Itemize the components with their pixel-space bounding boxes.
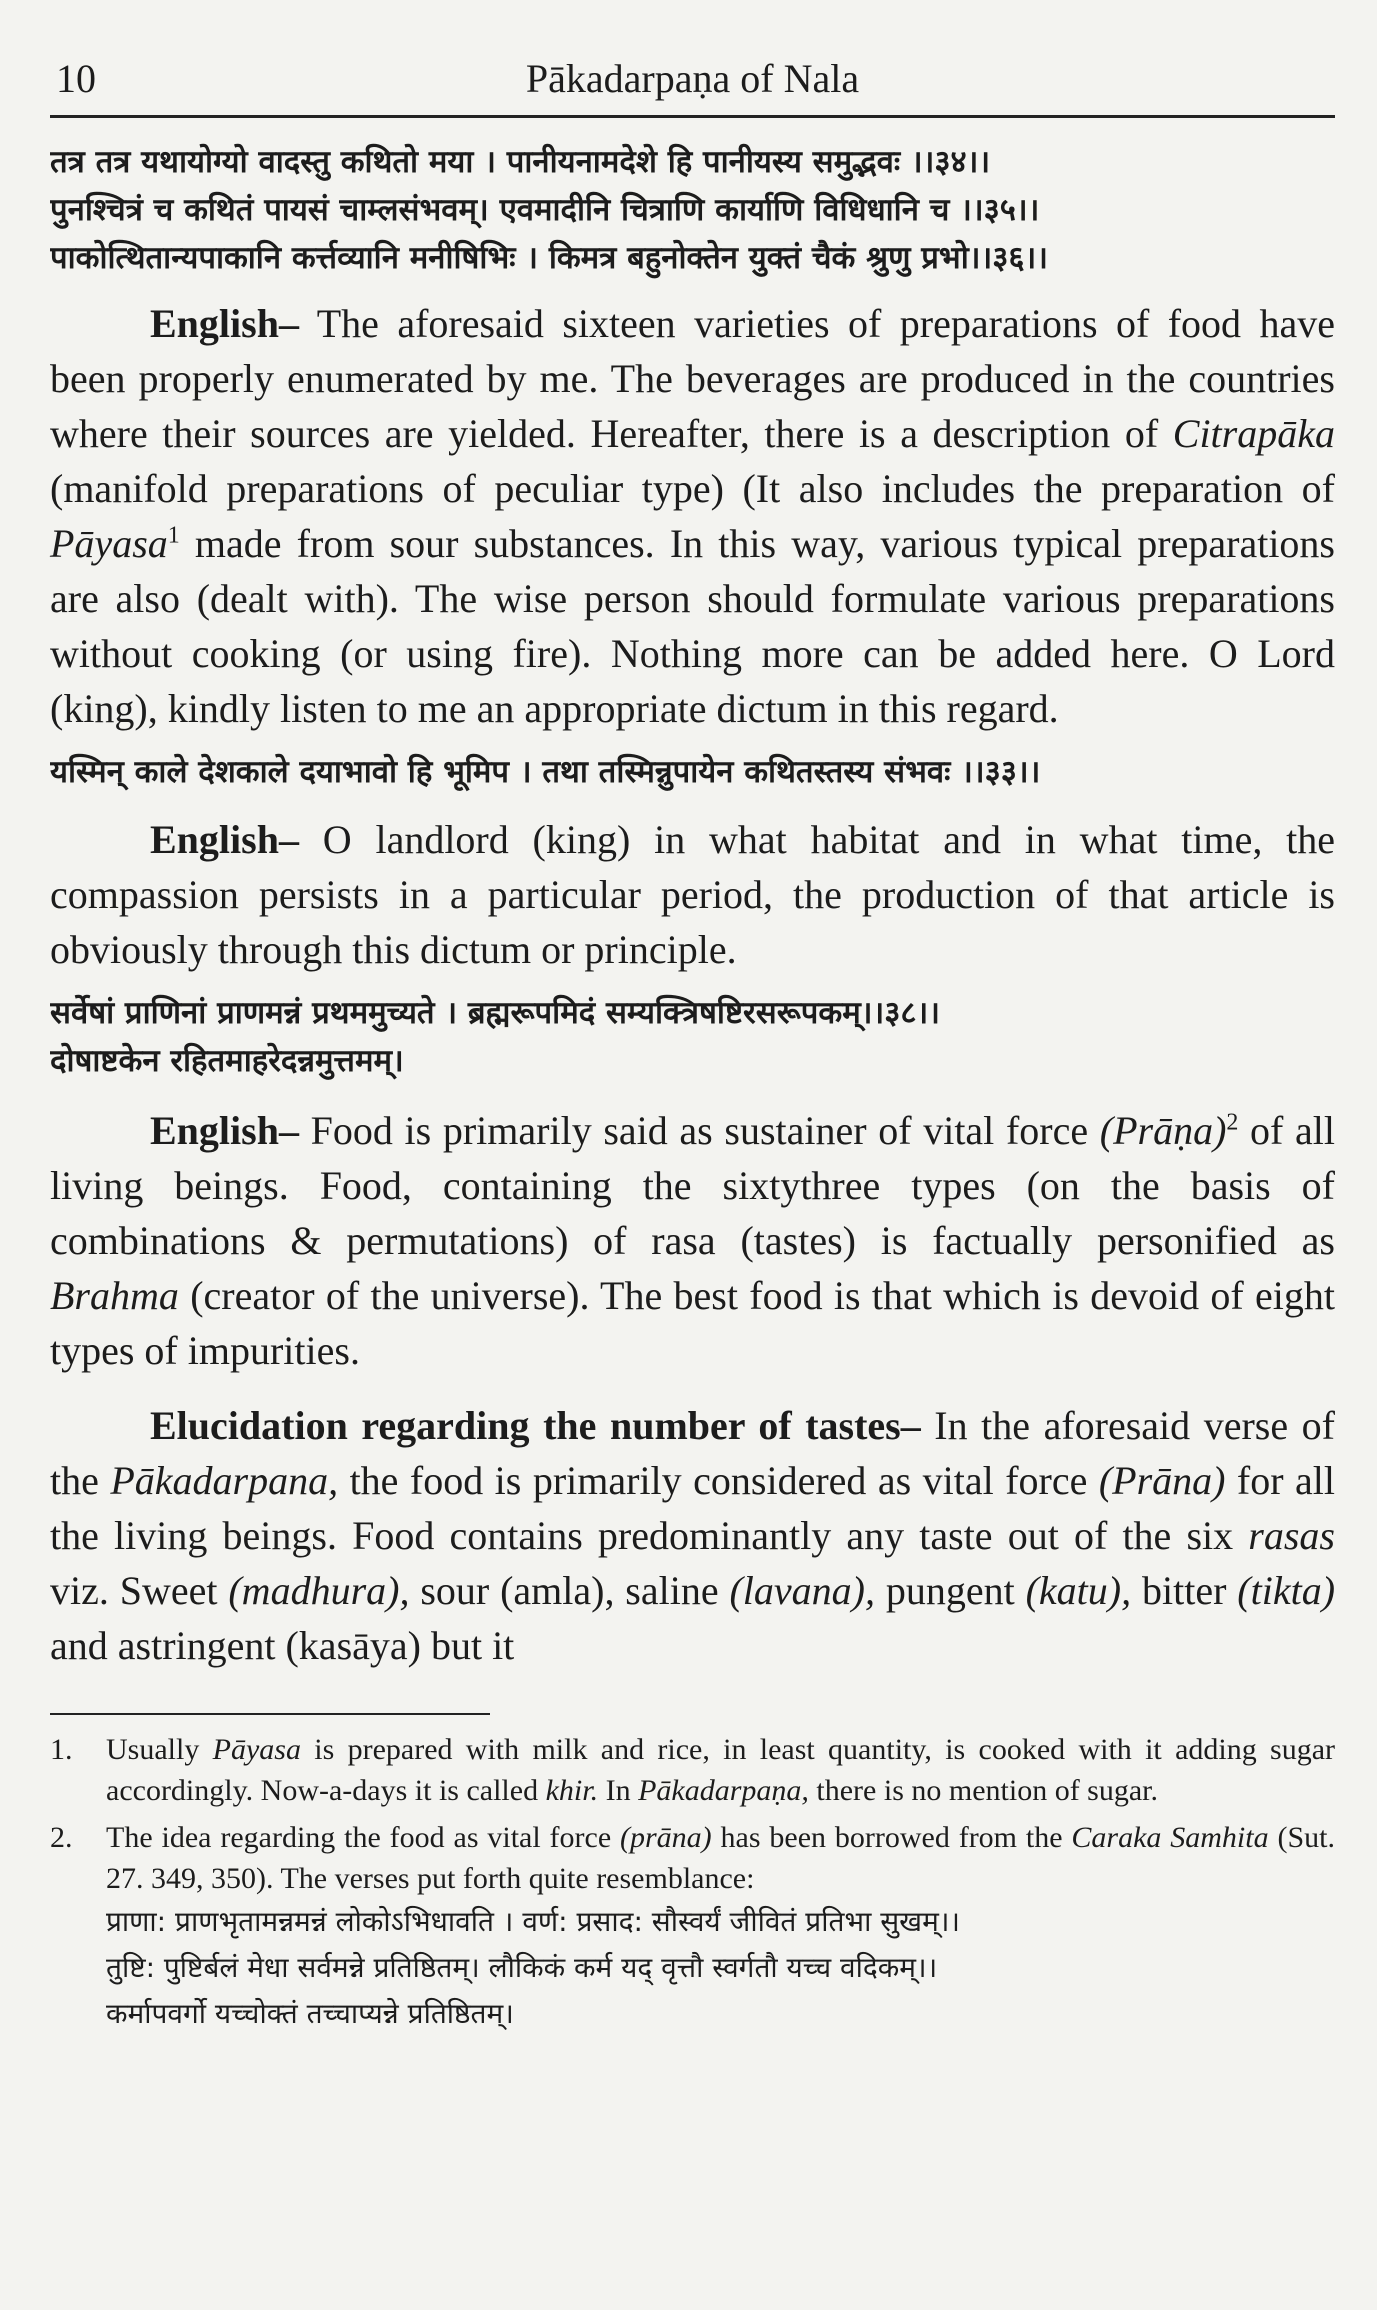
footnote-ref-1: 1 <box>167 522 180 549</box>
footnote-1: 1. Usually Pāyasa is prepared with milk and rice, in least quantity, is cooked with it adding sugar accordingly. Now-a-days it is called khir. In Pākadarpaṇa, there is no mention of sugar. <box>50 1733 1336 1807</box>
english-label: English– <box>150 301 299 346</box>
english-translation-paragraph: English– The aforesaid sixteen varieties of preparations of food have been properly enumerated by me. The beverages are produced in the countries where their sources are yielded. Hereafter, there is a description of Citrapāka (manifold preparations of peculiar type) (It also includes the preparation of Pāyasa$^1$ made from sour substances. In this way, various typical preparations are also (dealt with). The wise person should formulate various preparations without cooking (or using fire). Nothing more can be added here. O Lord (king), kindly listen to me an appropriate dictum in this regard. <box>50 301 1335 731</box>
footnote-2: 2. The idea regarding the food as vital force (prāna) has been borrowed from the Caraka Samhita (Sut. 27. 349, 350). The verses put forth quite resemblance: <box>50 1821 1335 1895</box>
sanskrit-verse-36: पाकोत्थितान्यपाकानि कर्त्तव्यानि मनीषिभिः । किमत्र बहुनोक्तेन युक्तं चैकं श्रुणु प्रभो।।३६।। <box>50 240 1048 276</box>
elucidation-paragraph: Elucidation regarding the number of tastes– In the aforesaid verse of the Pākadarpana, the food is primarily considered as vital force (Prāna) for all the living beings. Food contains predominantly any taste out of the six rasas viz. Sweet (madhura), sour (amla), saline (lavana), pungent (katu), bitter (tikta) and astringent (kasāya) but it <box>50 1403 1336 1668</box>
sanskrit-verse-38: सर्वेषां प्राणिनां प्राणमन्नं प्रथममुच्यते । ब्रह्मरूपमिदं सम्यक्त्रिषष्टिरसरूपकम्।।३८।। <box>50 995 940 1031</box>
sanskrit-verse-34: तत्र तत्र यथायोग्यो वादस्तु कथितो मया । पानीयनामदेशे हि पानीयस्य समुद्भवः ।।३४।। <box>50 144 991 180</box>
elucidation-label: Elucidation regarding the number of tastes– <box>150 1403 921 1448</box>
running-header <box>50 55 1335 118</box>
running-title: Pākadarpaṇa of Nala <box>525 56 860 101</box>
sanskrit-verse-38-cont: दोषाष्टकेन रहितमाहरेदन्नमुत्तमम्। <box>50 1043 404 1079</box>
book-page <box>50 55 1335 2037</box>
footnote-verse-line: तुष्टि: पुष्टिर्बलं मेधा सर्वमन्ने प्रतिष्ठितम्। लौकिकं कर्म यद् वृत्तौ स्वर्गतौ यच्च वदिकम्।। <box>106 1951 938 1984</box>
english-translation-paragraph: English– Food is primarily said as sustainer of vital force (Prāṇa)$^2$ of all living beings. Food, containing the sixtythree types (on the basis of combinations & permutations) of rasa (tastes) is factually personified as Brahma (creator of the universe). The best food is that which is devoid of eight types of impurities. <box>50 1108 1335 1373</box>
footnote-divider <box>50 1713 490 1715</box>
sanskrit-verse-35: पुनश्चित्रं च कथितं पायसं चाम्लसंभवम्। एवमादीनि चित्राणि कार्याणि विधिधानि च ।।३५।। <box>50 192 1040 228</box>
english-translation-paragraph: English– O landlord (king) in what habitat and in what time, the compassion persists in a particular period, the production of that article is obviously through this dictum or principle. <box>50 817 1335 972</box>
sanskrit-verse-33: यस्मिन् काले देशकाले दयाभावो हि भूमिप । तथा तस्मिन्नुपायेन कथितस्तस्य संभवः ।।३३।। <box>50 754 1041 790</box>
english-label: English– <box>150 1108 299 1153</box>
footnote-ref-2: 2 <box>1226 1109 1239 1136</box>
footnote-verse-line: प्राणा: प्राणभृतामन्नमन्नं लोकोऽभिधावति । वर्ण: प्रसाद: सौस्वर्यं जीवितं प्रतिभा सुखम्।। <box>106 1905 961 1938</box>
page-number: 10 <box>56 56 96 101</box>
footnote-verse-line: कर्मापवर्गो यच्चोक्तं तच्चाप्यन्ने प्रतिष्ठितम्। <box>106 1997 514 2030</box>
english-label: English– <box>150 817 299 862</box>
